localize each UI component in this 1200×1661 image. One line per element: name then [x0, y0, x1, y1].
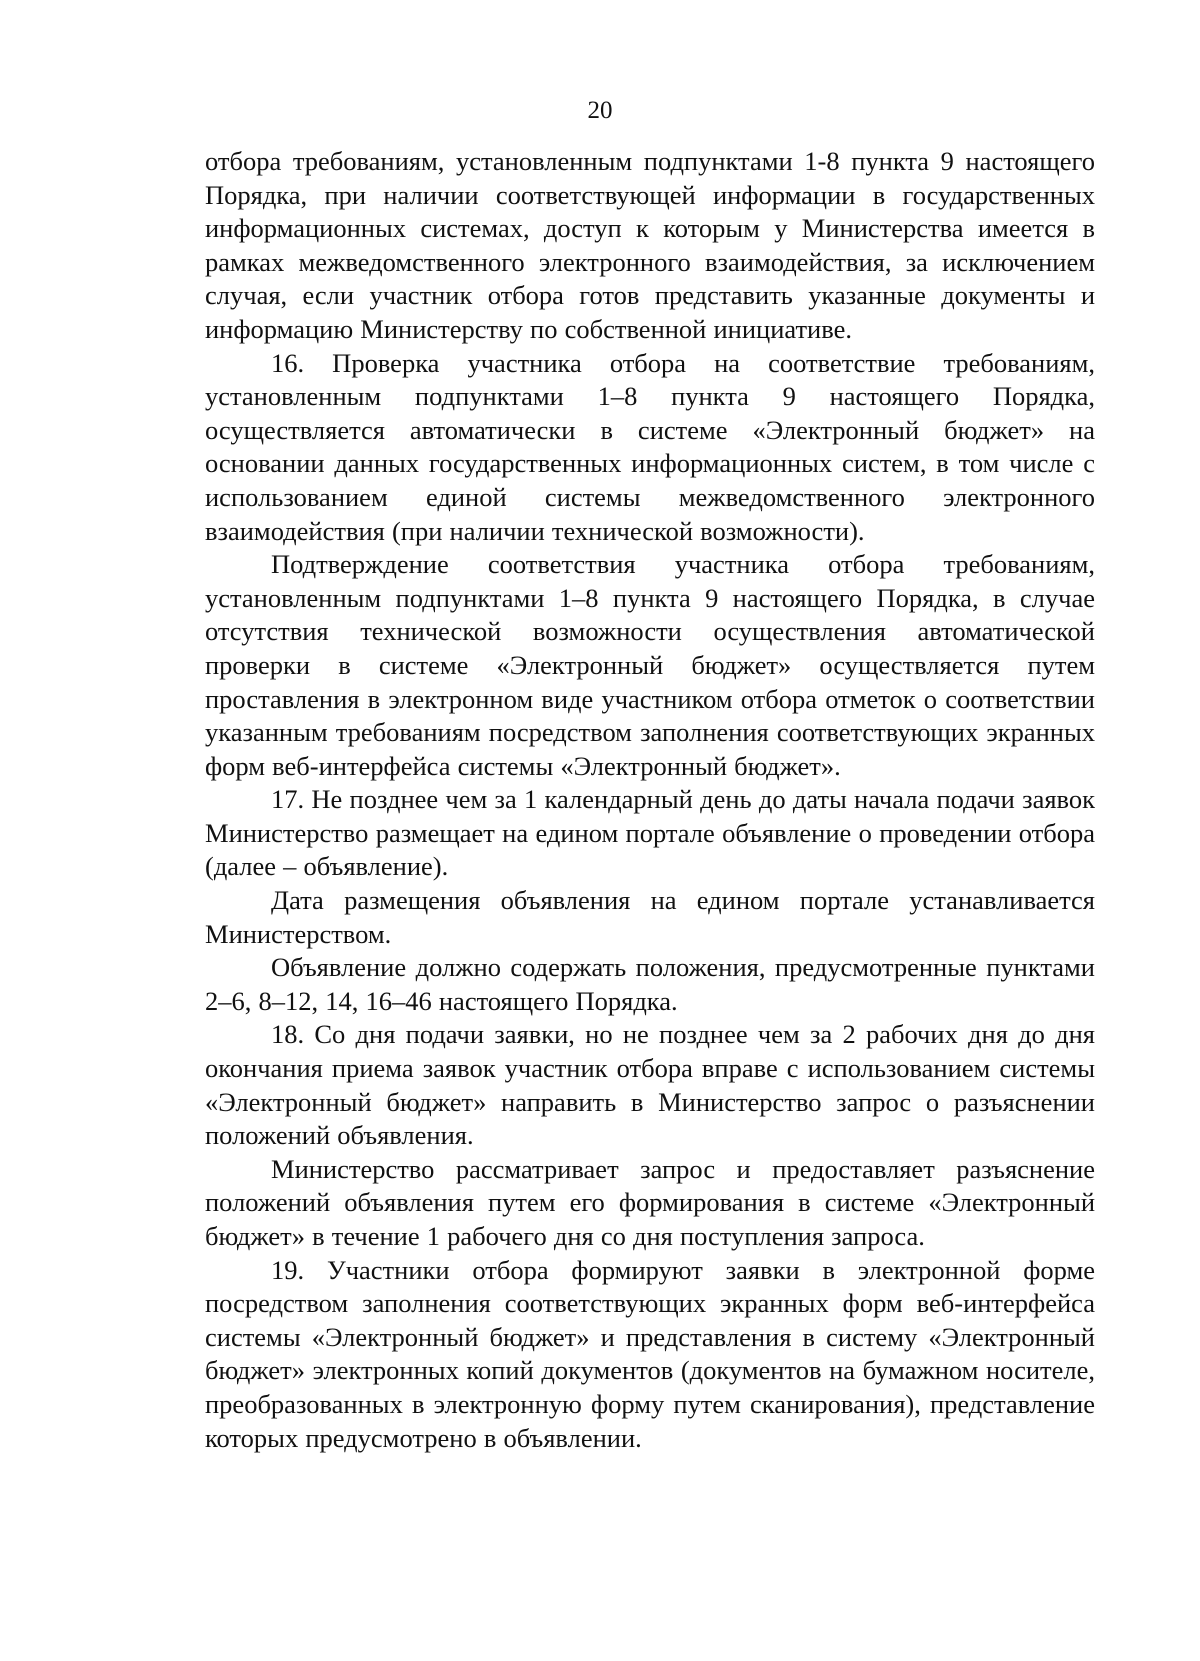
paragraph-item-16: 16. Проверка участника отбора на соответствие требованиям, установленным подпунктами 1–8 пункта 9 настоящего Порядка, осуществляется автоматически в системе «Электронный бюджет» на основании данных государственных информационных систем, в том числе с использованием единой системы межведомственного электронного взаимодействия (при наличии технической возможности).: [205, 347, 1095, 546]
paragraph-continuation: отбора требованиям, установленным подпунктами 1-8 пункта 9 настоящего Порядка, при наличии соответствующей информации в государственных информационных системах, доступ к которым у Министерства имеется в рамках межведомственного электронного взаимодействия, за исключением случая, если участник отбора готов представить указанные документы и информацию Министерству по собственной инициативе.: [205, 146, 1095, 344]
page-number: 20: [587, 97, 613, 124]
paragraph-item-17-date: Дата размещения объявления на едином портале устанавливается Министерством.: [205, 885, 1095, 949]
paragraph-item-18-response: Министерство рассматривает запрос и предоставляет разъяснение положений объявления путем его формирования в системе «Электронный бюджет» в течение 1 рабочего дня со дня поступления запроса.: [205, 1153, 1095, 1251]
paragraph-item-19: 19. Участники отбора формируют заявки в электронной форме посредством заполнения соответствующих экранных форм веб-интерфейса системы «Электронный бюджет» и представления в систему «Электронный бюджет» электронных копий документов (документов на бумажном носителе, преобразованных в электронную форму путем сканирования), представление которых предусмотрено в объявлении.: [205, 1254, 1095, 1453]
paragraph-item-17-content: Объявление должно содержать положения, предусмотренные пунктами 2–6, 8–12, 14, 16–46 настоящего Порядка.: [205, 952, 1095, 1016]
paragraph-item-17: 17. Не позднее чем за 1 календарный день до даты начала подачи заявок Министерство размещает на едином портале объявление о проведении отбора (далее – объявление).: [205, 784, 1095, 882]
document-body: [205, 145, 1095, 1455]
paragraph-item-16-confirmation: Подтверждение соответствия участника отбора требованиям, установленным подпунктами 1–8 пункта 9 настоящего Порядка, в случае отсутствия технической возможности осуществления автоматической проверки в системе «Электронный бюджет» осуществляется путем проставления в электронном виде участником отбора отметок о соответствии указанным требованиям посредством заполнения соответствующих экранных форм веб-интерфейса системы «Электронный бюджет».: [205, 549, 1095, 781]
paragraph-item-18: 18. Со дня подачи заявки, но не позднее чем за 2 рабочих дня до дня окончания приема заявок участник отбора вправе с использованием системы «Электронный бюджет» направить в Министерство запрос о разъяснении положений объявления.: [205, 1019, 1095, 1151]
